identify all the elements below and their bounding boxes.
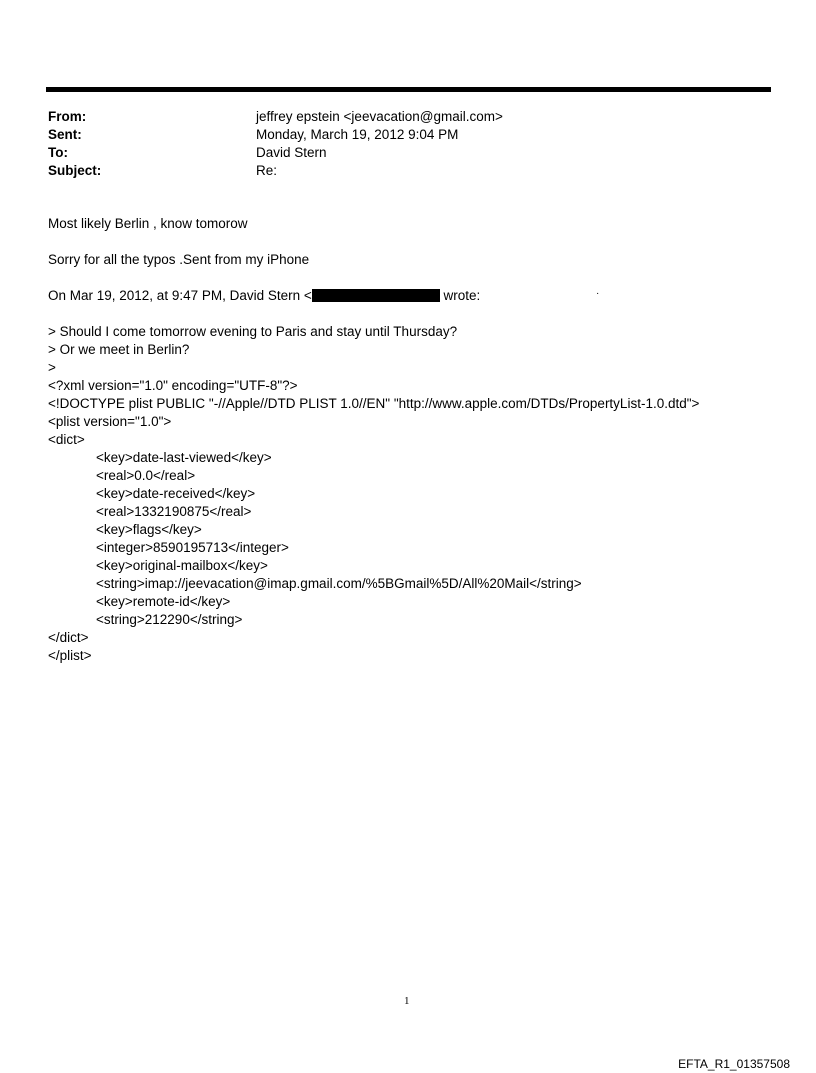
header-value: David Stern — [256, 145, 327, 160]
plist-line: </dict> — [48, 630, 89, 645]
quoted-line: > Should I come tomorrow evening to Paris and stay until Thursday? — [48, 324, 458, 339]
header-label: Sent: — [48, 127, 82, 142]
plist-line: <key>date-last-viewed</key> — [96, 450, 272, 465]
header-value: Re: — [256, 163, 278, 178]
plist-line: <key>date-received</key> — [96, 486, 256, 501]
header-label: From: — [48, 109, 87, 124]
plist-line: <string>imap://jeevacation@imap.gmail.com/%5BGmail%5D/All%20Mail</string> — [96, 576, 582, 591]
signature-text: Sorry for all the typos .Sent from my iPhone — [48, 252, 310, 267]
plist-line: </plist> — [48, 648, 92, 663]
header-value: Monday, March 19, 2012 9:04 PM — [256, 127, 459, 142]
plist-line: <key>original-mailbox</key> — [96, 558, 268, 573]
message-text: Most likely Berlin , know tomorow — [48, 216, 248, 231]
quoted-line: > — [48, 360, 56, 375]
page-number: 1 — [404, 995, 410, 1007]
plist-line: <real>1332190875</real> — [96, 504, 252, 519]
header-label: Subject: — [48, 163, 102, 178]
header-label: To: — [48, 145, 68, 160]
document-id: EFTA_R1_01357508 — [678, 1057, 790, 1071]
plist-line: <?xml version="1.0" encoding="UTF-8"?> — [48, 378, 298, 393]
plist-line: <integer>8590195713</integer> — [96, 540, 289, 555]
plist-line: <key>flags</key> — [96, 522, 202, 537]
plist-line: <plist version="1.0"> — [48, 414, 172, 429]
plist-line: <dict> — [48, 432, 85, 447]
plist-line: <real>0.0</real> — [96, 468, 196, 483]
quote-intro-prefix: On Mar 19, 2012, at 9:47 PM, David Stern < — [48, 288, 312, 303]
plist-line: <string>212290</string> — [96, 612, 243, 627]
quote-intro — [48, 287, 768, 305]
header-rule — [46, 87, 771, 92]
plist-line: <!DOCTYPE plist PUBLIC "-//Apple//DTD PLIST 1.0//EN" "http://www.apple.com/DTDs/PropertyList-1.0.dtd"> — [48, 396, 700, 411]
plist-line: <key>remote-id</key> — [96, 594, 231, 609]
quote-intro-suffix: wrote: — [439, 288, 481, 303]
redaction-block — [312, 289, 440, 302]
quoted-line: > Or we meet in Berlin? — [48, 342, 190, 357]
email-body — [48, 215, 768, 665]
header-value: jeffrey epstein <jeevacation@gmail.com> — [256, 109, 503, 124]
stray-mark: · — [596, 288, 600, 299]
